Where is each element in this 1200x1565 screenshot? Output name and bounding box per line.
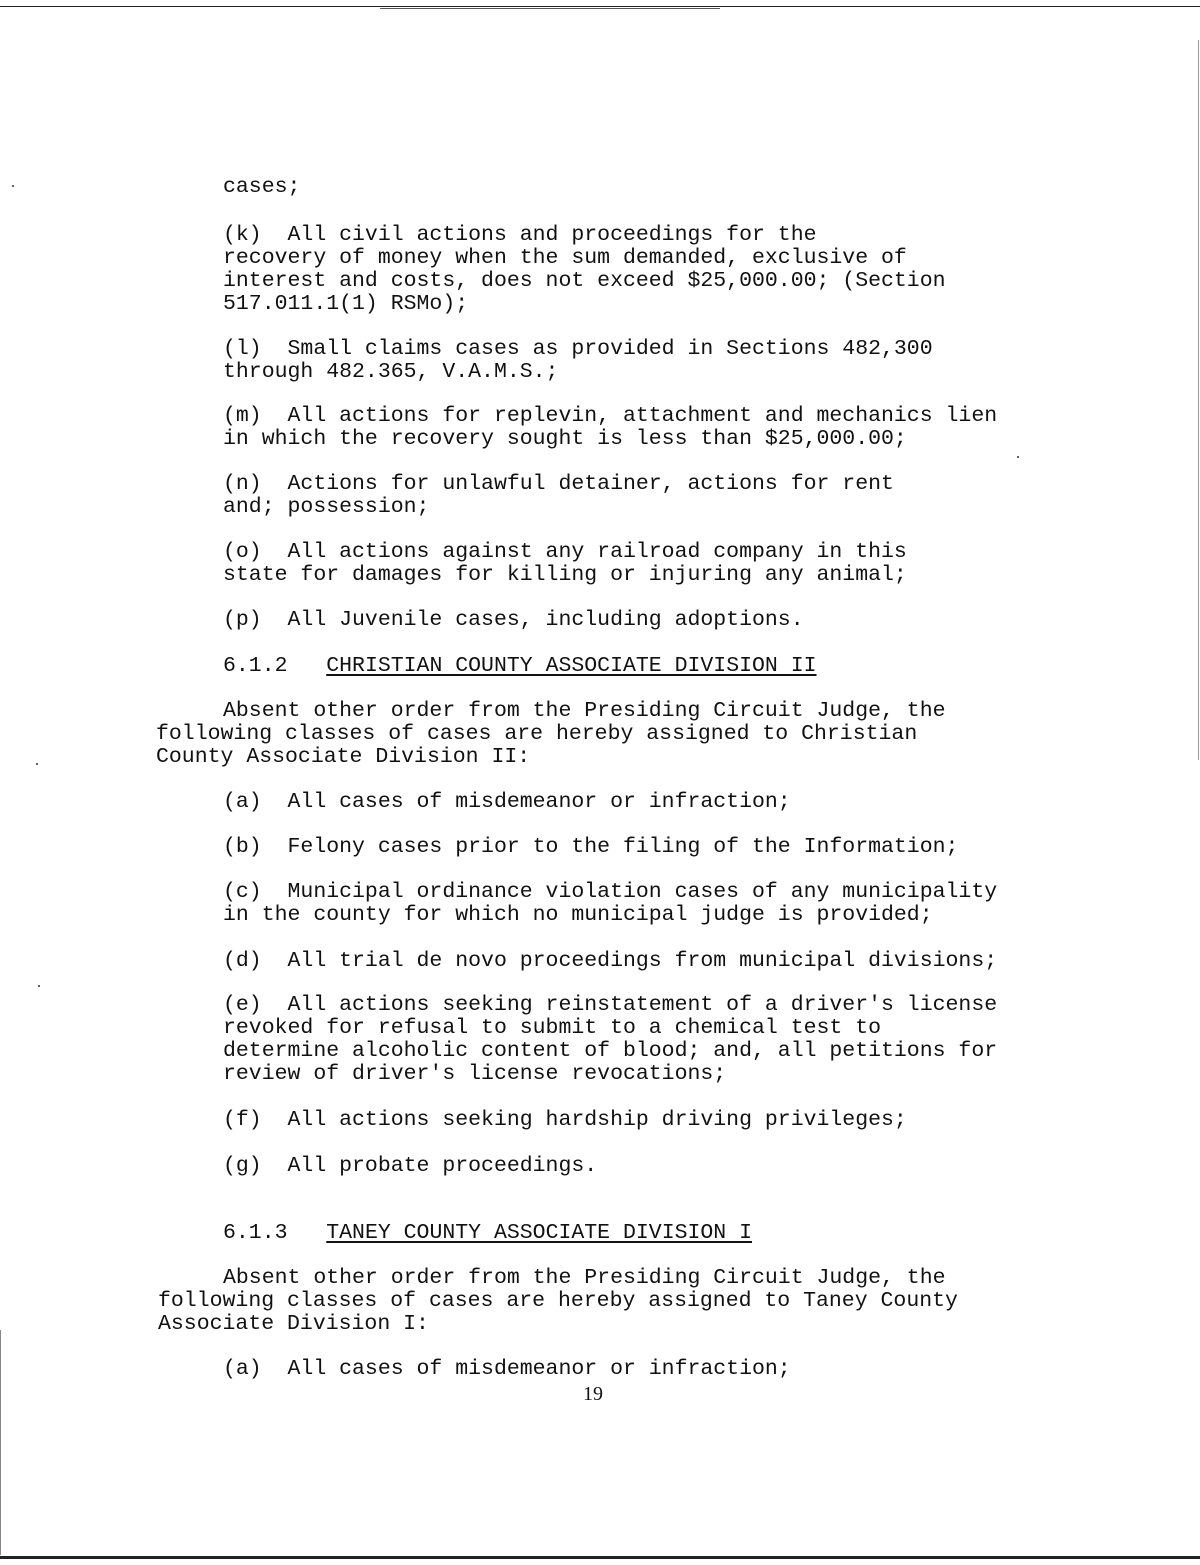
scan-speck	[1017, 456, 1019, 458]
item-g-division-ii: (g) All probate proceedings.	[223, 1154, 598, 1178]
page-number: 19	[583, 1383, 603, 1405]
section-title: TANEY COUNTY ASSOCIATE DIVISION I	[326, 1221, 753, 1245]
intro-6-1-3-line-2: following classes of cases are hereby assigned to Taney County	[158, 1289, 958, 1313]
item-e-line-2: revoked for refusal to submit to a chemical test to	[223, 1016, 882, 1040]
section-title: CHRISTIAN COUNTY ASSOCIATE DIVISION II	[326, 654, 817, 678]
intro-6-1-3-line-1: Absent other order from the Presiding Circuit Judge, the	[223, 1266, 946, 1290]
item-e-line-1: (e) All actions seeking reinstatement of a driver's license	[223, 993, 998, 1017]
item-n-line-1: (n) Actions for unlawful detainer, actions for rent	[223, 472, 894, 496]
item-a-taney-division-i: (a) All cases of misdemeanor or infraction;	[223, 1357, 791, 1381]
scan-left-edge	[0, 1330, 1, 1555]
item-c-line-2: in the county for which no municipal judge is provided;	[223, 903, 933, 927]
item-o-line-1: (o) All actions against any railroad company in this	[223, 540, 907, 564]
item-m-line-1: (m) All actions for replevin, attachment and mechanics lien	[223, 404, 998, 428]
item-o-line-2: state for damages for killing or injuring any animal;	[223, 563, 907, 587]
item-k-line-4: 517.011.1(1) RSMo);	[223, 292, 469, 316]
item-a-division-ii: (a) All cases of misdemeanor or infraction;	[223, 790, 791, 814]
item-n-line-2: and; possession;	[223, 495, 430, 519]
item-f-division-ii: (f) All actions seeking hardship driving privileges;	[223, 1108, 907, 1132]
item-k-line-2: recovery of money when the sum demanded, exclusive of	[223, 246, 907, 270]
scan-right-edge	[1198, 40, 1199, 760]
item-p: (p) All Juvenile cases, including adoptions.	[223, 608, 804, 632]
item-e-line-3: determine alcoholic content of blood; and, all petitions for	[223, 1039, 998, 1063]
item-b-division-ii: (b) Felony cases prior to the filing of the Information;	[223, 835, 959, 859]
section-number: 6.1.2	[223, 654, 288, 678]
intro-6-1-2-line-1: Absent other order from the Presiding Circuit Judge, the	[223, 699, 946, 723]
item-k-line-3: interest and costs, does not exceed $25,000.00; (Section	[223, 269, 946, 293]
intro-6-1-2-line-3: County Associate Division II:	[156, 745, 531, 769]
item-c-line-1: (c) Municipal ordinance violation cases of any municipality	[223, 880, 998, 904]
item-l-line-2: through 482.365, V.A.M.S.;	[223, 360, 559, 384]
item-d-division-ii: (d) All trial de novo proceedings from municipal divisions;	[223, 949, 998, 973]
intro-6-1-2-line-2: following classes of cases are hereby assigned to Christian	[156, 722, 918, 746]
item-e-line-4: review of driver's license revocations;	[223, 1062, 727, 1086]
section-number: 6.1.3	[223, 1221, 288, 1245]
scan-bottom-border	[0, 1556, 1200, 1559]
scan-speck	[36, 763, 38, 765]
scan-top-border	[0, 6, 1200, 7]
text-cases-tail: cases;	[223, 175, 301, 199]
scan-speck	[38, 985, 40, 987]
item-m-line-2: in which the recovery sought is less than $25,000.00;	[223, 427, 907, 451]
item-l-line-1: (l) Small claims cases as provided in Sections 482,300	[223, 337, 933, 361]
section-heading-6-1-3	[223, 1222, 752, 1245]
item-k-line-1: (k) All civil actions and proceedings for the	[223, 223, 817, 247]
scan-top-dash	[380, 8, 720, 9]
section-heading-6-1-2	[223, 655, 817, 678]
scan-speck	[12, 185, 14, 187]
intro-6-1-3-line-3: Associate Division I:	[158, 1312, 429, 1336]
